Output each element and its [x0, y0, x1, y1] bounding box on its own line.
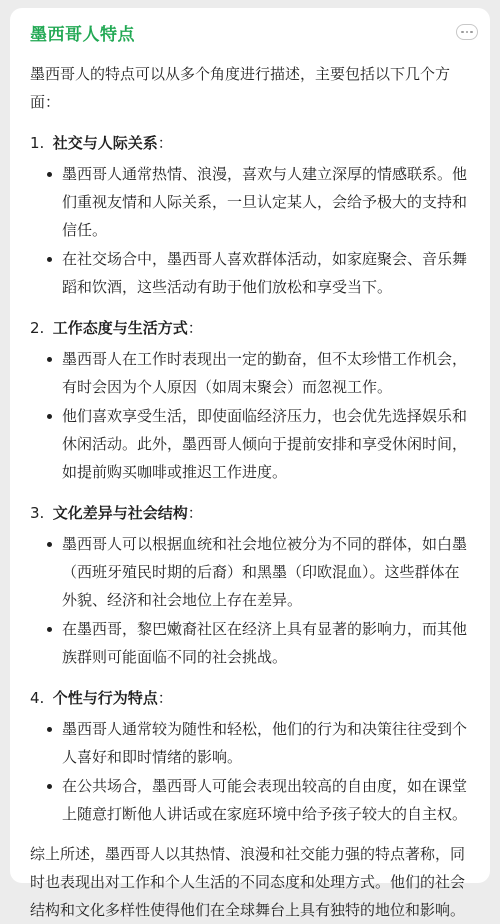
- list-item-text: 墨西哥人可以根据血统和社会地位被分为不同的群体，如白墨（西班牙殖民时期的后裔）和黑墨（印欧混血）。这些群体在外貌、经济和社会地位上存在差异。: [62, 535, 468, 609]
- more-options-button[interactable]: [456, 24, 478, 40]
- section-1: [30, 130, 470, 301]
- ellipsis-icon: [470, 31, 473, 34]
- bullet-icon: [47, 542, 52, 547]
- bullet-list: [30, 530, 470, 671]
- bullet-icon: [47, 172, 52, 177]
- list-item: [30, 530, 470, 614]
- section-title: 工作态度与生活方式: [52, 319, 188, 337]
- bullet-icon: [47, 414, 52, 419]
- list-item-text: 在公共场合，墨西哥人可能会表现出较高的自由度，如在课堂上随意打断他人讲话或在家庭环境中给予孩子较大的自主权。: [62, 777, 468, 823]
- list-item-text: 在墨西哥，黎巴嫩裔社区在经济上具有显著的影响力，而其他族群则可能面临不同的社会挑战。: [62, 620, 468, 666]
- section-heading: [30, 500, 470, 526]
- summary-paragraph: 综上所述，墨西哥人以其热情、浪漫和社交能力强的特点著称，同时也表现出对工作和个人生活的不同态度和处理方式。他们的社会结构和文化多样性使得他们在全球舞台上具有独特的地位和影响。: [30, 845, 466, 919]
- section-colon: ：: [187, 504, 203, 522]
- section-heading: [30, 315, 470, 341]
- section-colon: ：: [157, 689, 173, 707]
- list-item: [30, 245, 470, 301]
- list-item: [30, 715, 470, 771]
- bullet-list: [30, 345, 470, 486]
- list-item-text: 墨西哥人在工作时表现出一定的勤奋，但不太珍惜工作机会，有时会因为个人原因（如周末聚会）而忽视工作。: [62, 350, 468, 396]
- list-item-text: 墨西哥人通常热情、浪漫，喜欢与人建立深厚的情感联系。他们重视友情和人际关系，一旦认定某人，会给予极大的支持和信任。: [62, 165, 468, 239]
- list-item: [30, 615, 470, 671]
- bullet-icon: [47, 257, 52, 262]
- bullet-list: [30, 160, 470, 301]
- ellipsis-icon: [461, 31, 464, 34]
- section-number: 1.: [30, 134, 45, 152]
- section-number: 2.: [30, 319, 45, 337]
- section-colon: ：: [187, 319, 203, 337]
- section-2: [30, 315, 470, 486]
- section-title: 个性与行为特点: [52, 689, 158, 707]
- list-item: [30, 160, 470, 244]
- section-4: [30, 685, 470, 828]
- list-item-text: 墨西哥人通常较为随性和轻松，他们的行为和决策往往受到个人喜好和即时情绪的影响。: [62, 720, 468, 766]
- ellipsis-icon: [466, 31, 469, 34]
- page-title: 墨西哥人特点: [30, 25, 135, 45]
- section-3: [30, 500, 470, 671]
- bullet-list: [30, 715, 470, 828]
- bullet-icon: [47, 357, 52, 362]
- card-header: [30, 8, 470, 56]
- bullet-icon: [47, 784, 52, 789]
- intro-paragraph: 墨西哥人的特点可以从多个角度进行描述，主要包括以下几个方面：: [30, 65, 451, 111]
- list-item-text: 在社交场合中，墨西哥人喜欢群体活动，如家庭聚会、音乐舞蹈和饮酒，这些活动有助于他们放松和享受当下。: [62, 250, 468, 296]
- list-item: [30, 772, 470, 828]
- section-number: 3.: [30, 504, 45, 522]
- answer-card: [10, 8, 490, 919]
- list-item: [30, 345, 470, 401]
- section-title: 社交与人际关系: [52, 134, 158, 152]
- bullet-icon: [47, 727, 52, 732]
- list-item-text: 他们喜欢享受生活，即使面临经济压力，也会优先选择娱乐和休闲活动。此外，墨西哥人倾向于提前安排和享受休闲时间，如提前购买咖啡或推迟工作进度。: [62, 407, 468, 481]
- section-heading: [30, 130, 470, 156]
- section-colon: ：: [157, 134, 173, 152]
- bullet-icon: [47, 627, 52, 632]
- section-heading: [30, 685, 470, 711]
- section-number: 4.: [30, 689, 45, 707]
- list-item: [30, 402, 470, 486]
- section-title: 文化差异与社会结构: [52, 504, 188, 522]
